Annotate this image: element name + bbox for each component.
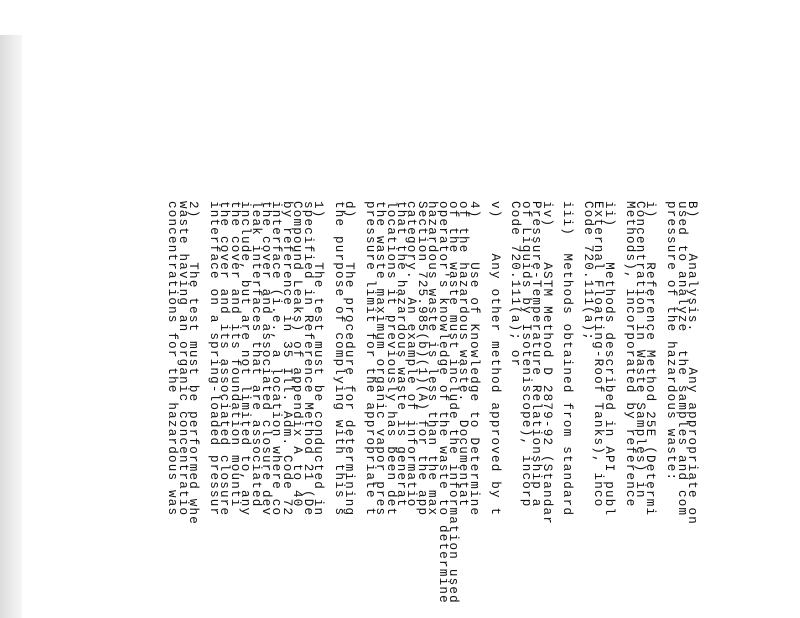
text-line: 1) The test must be conducted in	[310, 201, 325, 517]
text-line: category. An example of informatio	[404, 201, 419, 508]
text-line: by reference in 35 Ill. Adm. Code 72	[279, 201, 294, 517]
text-line: specified in Reference Method 21 (De	[300, 201, 315, 517]
text-line: Compound Leaks) of appendix A to 40	[290, 201, 305, 508]
text-line: the purpose of complying with this s	[331, 201, 346, 517]
text-line: of the hazardous waste. Documentat	[456, 201, 471, 508]
text-line: Code 720.111(a); or	[508, 201, 523, 368]
text-line: that the hazardous waste is generat	[394, 201, 409, 508]
text-line: ii) Methods described in API publ	[601, 201, 616, 517]
text-line: the cover and its associated closure	[217, 201, 232, 517]
text-line: waste having an organic concentratio	[175, 201, 190, 517]
text-line: iv) ASTM Method D 2879-92 (Standar	[539, 201, 554, 526]
text-line: locations it previously has been det	[383, 201, 398, 517]
text-line: Section 725.985(b)(1)(A) for the app	[414, 201, 429, 517]
text-line: 2) The test must be performed whe	[186, 201, 201, 526]
text-line: Concentration in Waste Samples) in	[633, 201, 648, 499]
text-line: the cover and its foundation mounti	[227, 201, 242, 508]
text-line: concentrations for the hazardous was	[165, 201, 180, 517]
text-line: of Liquids by Isoteniscope), incorp	[518, 201, 533, 508]
text-line: of the waste must include the information used	[446, 201, 461, 604]
text-line: d) The procedure for determining	[342, 201, 357, 517]
text-line: v) Any other method approved by t	[487, 201, 502, 517]
text-line: Pressure-Temperature Relationship a	[529, 201, 544, 508]
text-line: used to analyze the samples and com	[674, 201, 689, 517]
text-line: B) Analysis. Any appropriate on	[685, 201, 699, 526]
rotated-text-block	[137, 201, 697, 618]
scan-edge	[0, 35, 22, 618]
text-line: operator's knowledge of the waste to determine	[435, 201, 450, 604]
text-line: 4) Use of Knowledge to Determine	[466, 201, 481, 517]
text-line: the cover and associated closure dev	[258, 201, 273, 517]
text-line: hazardous waste is less than the max	[425, 201, 440, 517]
document-page	[22, 35, 800, 618]
text-line: include, but are not limited to, any	[238, 201, 253, 517]
text-line: External Floating-Roof Tanks), inco	[591, 201, 606, 508]
text-line: pressure of the hazardous waste:	[664, 201, 679, 482]
text-line: interface (i.e., a location where co	[269, 201, 284, 517]
text-line: iii) Methods obtained from standard	[560, 201, 575, 517]
text-line: the waste maximum organic vapor pres	[373, 201, 388, 517]
text-line: interface on a spring-loaded pressur	[207, 201, 222, 517]
text-line: leak interfaces that are associated	[248, 201, 263, 508]
text-line: pressure limit for the appropriate t	[362, 201, 377, 517]
text-line: Methods), incorporated by reference	[622, 201, 637, 508]
text-line: Code 720.111(a);	[581, 201, 596, 342]
text-line: i) Reference Method 25E (Determi	[643, 201, 658, 517]
